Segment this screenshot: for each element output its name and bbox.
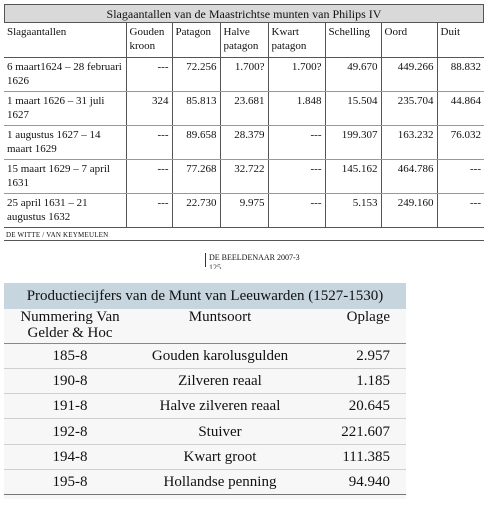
period-cell: 1 augustus 1627 – 14 maart 1629 [4, 125, 126, 159]
value-cell: 199.307 [325, 125, 381, 159]
table-row [4, 57, 484, 91]
value-cell: 89.658 [172, 125, 220, 159]
mintage-cell: 1.185 [304, 368, 406, 393]
column-header: Patagon [172, 23, 220, 57]
table-row [4, 343, 406, 368]
period-cell: 25 april 1631 – 21 augustus 1632 [4, 193, 126, 227]
mintage-cell: 94.940 [304, 469, 406, 494]
number-cell: 194-8 [4, 444, 136, 469]
coin-cell: Hollandse penning [136, 469, 304, 494]
value-cell: 85.813 [172, 91, 220, 125]
value-cell: 9.975 [220, 193, 268, 227]
value-cell: 23.681 [220, 91, 268, 125]
value-cell: 15.504 [325, 91, 381, 125]
value-cell: 49.670 [325, 57, 381, 91]
mintage-table [4, 23, 484, 228]
column-header: Slagaantallen [4, 23, 126, 57]
value-cell: 163.232 [381, 125, 437, 159]
coin-cell: Halve zilveren reaal [136, 394, 304, 419]
value-cell: 28.379 [220, 125, 268, 159]
value-cell: --- [268, 193, 325, 227]
table-row [4, 91, 484, 125]
table-row [4, 394, 406, 419]
period-cell: 6 maart1624 – 28 februari 1626 [4, 57, 126, 91]
value-cell: --- [437, 159, 484, 193]
divider [4, 240, 484, 241]
coin-cell: Stuiver [136, 419, 304, 444]
mintage-cell: 221.607 [304, 419, 406, 444]
value-cell: 235.704 [381, 91, 437, 125]
table-caption: DE WITTE / VAN KEYMEULEN [6, 230, 109, 239]
table-row [4, 368, 406, 393]
divider [205, 253, 206, 267]
table-title: Productiecijfers van de Munt van Leeuwarden (1527-1530) [4, 283, 406, 309]
column-header: Kwart patagon [268, 23, 325, 57]
production-table [4, 309, 406, 495]
table-row [4, 444, 406, 469]
column-header: Halve patagon [220, 23, 268, 57]
value-cell: 145.162 [325, 159, 381, 193]
value-cell: --- [268, 159, 325, 193]
value-cell: 1.700? [220, 57, 268, 91]
value-cell: 5.153 [325, 193, 381, 227]
column-header: Muntsoort [188, 309, 252, 325]
mintage-cell: 20.645 [304, 394, 406, 419]
column-header: Oord [381, 23, 437, 57]
value-cell: 32.722 [220, 159, 268, 193]
value-cell: 1.700? [268, 57, 325, 91]
value-cell: --- [437, 193, 484, 227]
value-cell: --- [126, 159, 172, 193]
table-row [4, 419, 406, 444]
value-cell: 464.786 [381, 159, 437, 193]
table-row [4, 159, 484, 193]
mintage-cell: 2.957 [304, 343, 406, 368]
table-row [4, 193, 484, 227]
source-line [205, 253, 300, 269]
table-row [4, 469, 406, 494]
maastricht-coin-table [4, 4, 484, 241]
number-cell: 190-8 [4, 368, 136, 393]
column-header: Duit [437, 23, 484, 57]
value-cell: 449.266 [381, 57, 437, 91]
value-cell: 249.160 [381, 193, 437, 227]
mintage-cell: 111.385 [304, 444, 406, 469]
value-cell: 76.032 [437, 125, 484, 159]
value-cell: 77.268 [172, 159, 220, 193]
coin-cell: Gouden karolusgulden [136, 343, 304, 368]
value-cell: --- [126, 125, 172, 159]
page-number: 125 [209, 263, 221, 269]
leeuwarden-production-table [4, 283, 406, 499]
value-cell: --- [268, 125, 325, 159]
value-cell: 44.864 [437, 91, 484, 125]
table-title: Slagaantallen van de Maastrichtse munten van Philips IV [4, 4, 484, 23]
period-cell: 1 maart 1626 – 31 juli 1627 [4, 91, 126, 125]
value-cell: 72.256 [172, 57, 220, 91]
number-cell: 192-8 [4, 419, 136, 444]
coin-cell: Kwart groot [136, 444, 304, 469]
column-header: Oplage [346, 309, 390, 325]
header-row [4, 23, 484, 57]
source-text: DE BEELDENAAR 2007-3 [209, 253, 300, 262]
number-cell: 185-8 [4, 343, 136, 368]
value-cell: 1.848 [268, 91, 325, 125]
value-cell: 22.730 [172, 193, 220, 227]
header-row [4, 309, 406, 343]
value-cell: --- [126, 193, 172, 227]
column-header: Schelling [325, 23, 381, 57]
value-cell: 324 [126, 91, 172, 125]
number-cell: 191-8 [4, 394, 136, 419]
coin-cell: Zilveren reaal [136, 368, 304, 393]
table-row [4, 125, 484, 159]
column-header: Nummering Van Gelder & Hoc [20, 309, 120, 341]
value-cell: --- [126, 57, 172, 91]
column-header: Gouden kroon [126, 23, 172, 57]
value-cell: 88.832 [437, 57, 484, 91]
period-cell: 15 maart 1629 – 7 april 1631 [4, 159, 126, 193]
number-cell: 195-8 [4, 469, 136, 494]
